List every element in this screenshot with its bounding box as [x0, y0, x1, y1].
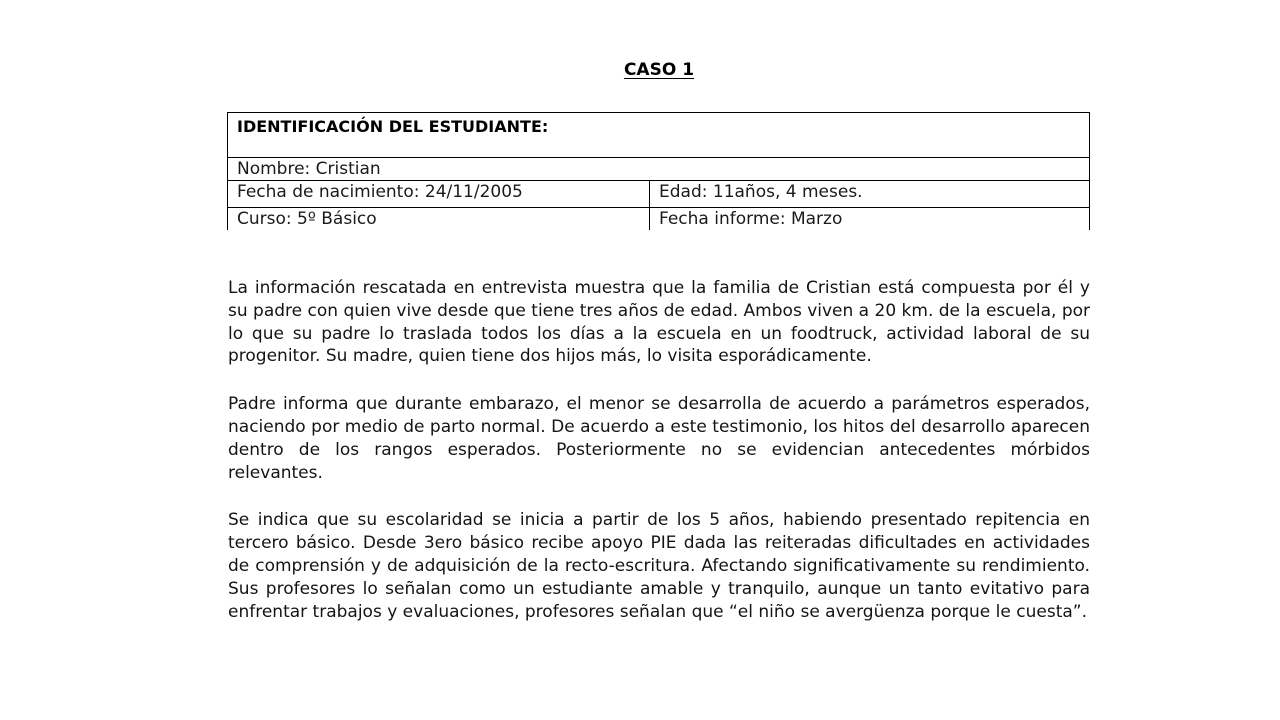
paragraph-family: La información rescatada en entrevista muestra que la familia de Cristian está compuesta por él y su padre con quien vive desde que tiene tres años de edad. Ambos viven a 20 km. de la escuela, por lo que su padre lo traslada todos los días a la escuela en un foodtruck, actividad laboral de su progenitor. Su madre, quien tiene dos hijos más, lo visita esporádicamente. — [228, 278, 1090, 367]
table-row — [228, 113, 1090, 158]
table-row — [228, 158, 1090, 181]
table-row — [228, 208, 1090, 231]
report-date: Fecha informe: Marzo — [650, 208, 1090, 231]
student-name: Nombre: Cristian — [228, 158, 1090, 181]
case-title: CASO 1 — [623, 60, 695, 80]
case-description — [228, 277, 1090, 648]
paragraph-development: Padre informa que durante embarazo, el menor se desarrolla de acuerdo a parámetros esperados, naciendo por medio de parto normal. De acuerdo a este testimonio, los hitos del desarrollo aparecen dentro de los rangos esperados. Posteriormente no se evidencian antecedentes mórbidos relevantes. — [228, 394, 1090, 483]
birth-date: Fecha de nacimiento: 24/11/2005 — [228, 181, 650, 208]
identification-header: IDENTIFICACIÓN DEL ESTUDIANTE: — [228, 113, 1090, 158]
student-age: Edad: 11años, 4 meses. — [650, 181, 1090, 208]
student-identification-table — [227, 112, 1090, 230]
student-course: Curso: 5º Básico — [228, 208, 650, 231]
table-row — [228, 181, 1090, 208]
paragraph-schooling: Se indica que su escolaridad se inicia a partir de los 5 años, habiendo presentado repitencia en tercero básico. Desde 3ero básico recibe apoyo PIE dada las reiteradas dificultades en actividades de comprensión y de adquisición de la recto-escritura. Afectando significativamente su rendimiento. Sus profesores lo señalan como un estudiante amable y tranquilo, aunque un tanto evitativo para enfrentar trabajos y evaluaciones, profesores señalan que “el niño se avergüenza porque le cuesta”. — [228, 510, 1090, 622]
